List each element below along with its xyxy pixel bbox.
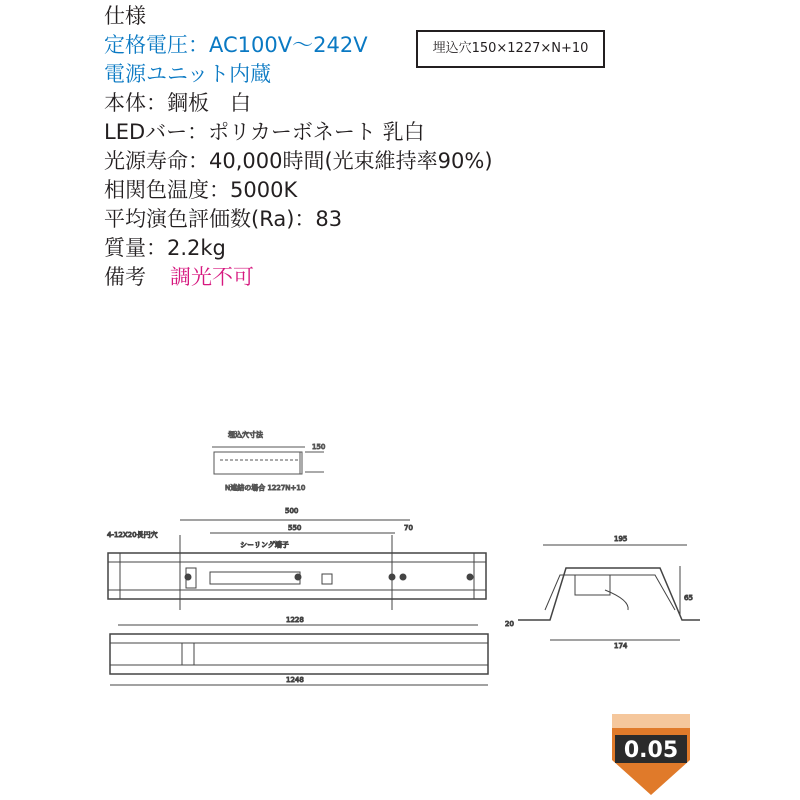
holes-label: 4-12X20長円穴 — [107, 531, 158, 539]
dim-500: 500 — [285, 507, 299, 515]
dim-1248: 1248 — [286, 676, 304, 684]
spec-body: 本体：鋼板 白 — [104, 91, 251, 115]
spec-life: 光源寿命：40,000時間(光束維持率90%) — [104, 149, 493, 173]
spec-power-unit: 電源ユニット内蔵 — [104, 62, 272, 86]
top-view — [107, 507, 486, 610]
cutout-inset — [212, 430, 325, 492]
badge-top — [612, 714, 690, 728]
spec-heading: 仕様 — [104, 4, 146, 28]
spec-notes-value: 調光不可 — [170, 265, 254, 289]
spec-led-bar: LEDバー：ポリカーボネート 乳白 — [104, 120, 425, 144]
dim-174: 174 — [614, 642, 628, 650]
cutout-dim: N連結の場合 1227N+10 — [225, 484, 306, 492]
cutout-size-box: 埋込穴150×1227×N+10 — [416, 30, 605, 68]
dim-20: 20 — [505, 620, 514, 628]
cable-label: シーリング端子 — [240, 541, 289, 549]
spec-cri: 平均演色評価数(Ra)：83 — [104, 207, 343, 231]
badge-text: 0.05 — [623, 738, 679, 763]
dim-195: 195 — [614, 535, 628, 543]
front-view — [110, 616, 488, 685]
spec-weight: 質量：2.2kg — [104, 236, 226, 260]
spec-voltage: 定格電圧：AC100V～242V — [104, 33, 368, 57]
dim-70: 70 — [404, 524, 413, 532]
cutout-side: 150 — [312, 443, 326, 451]
spec-notes-label: 備考 — [104, 265, 146, 289]
dim-1228: 1228 — [286, 616, 304, 624]
section-view — [505, 535, 700, 650]
spec-color-temp: 相関色温度：5000K — [104, 178, 298, 202]
dim-550: 550 — [288, 524, 302, 532]
cutout-title: 埋込穴寸法 — [228, 431, 263, 439]
dim-65: 65 — [684, 594, 693, 602]
badge — [612, 714, 690, 795]
